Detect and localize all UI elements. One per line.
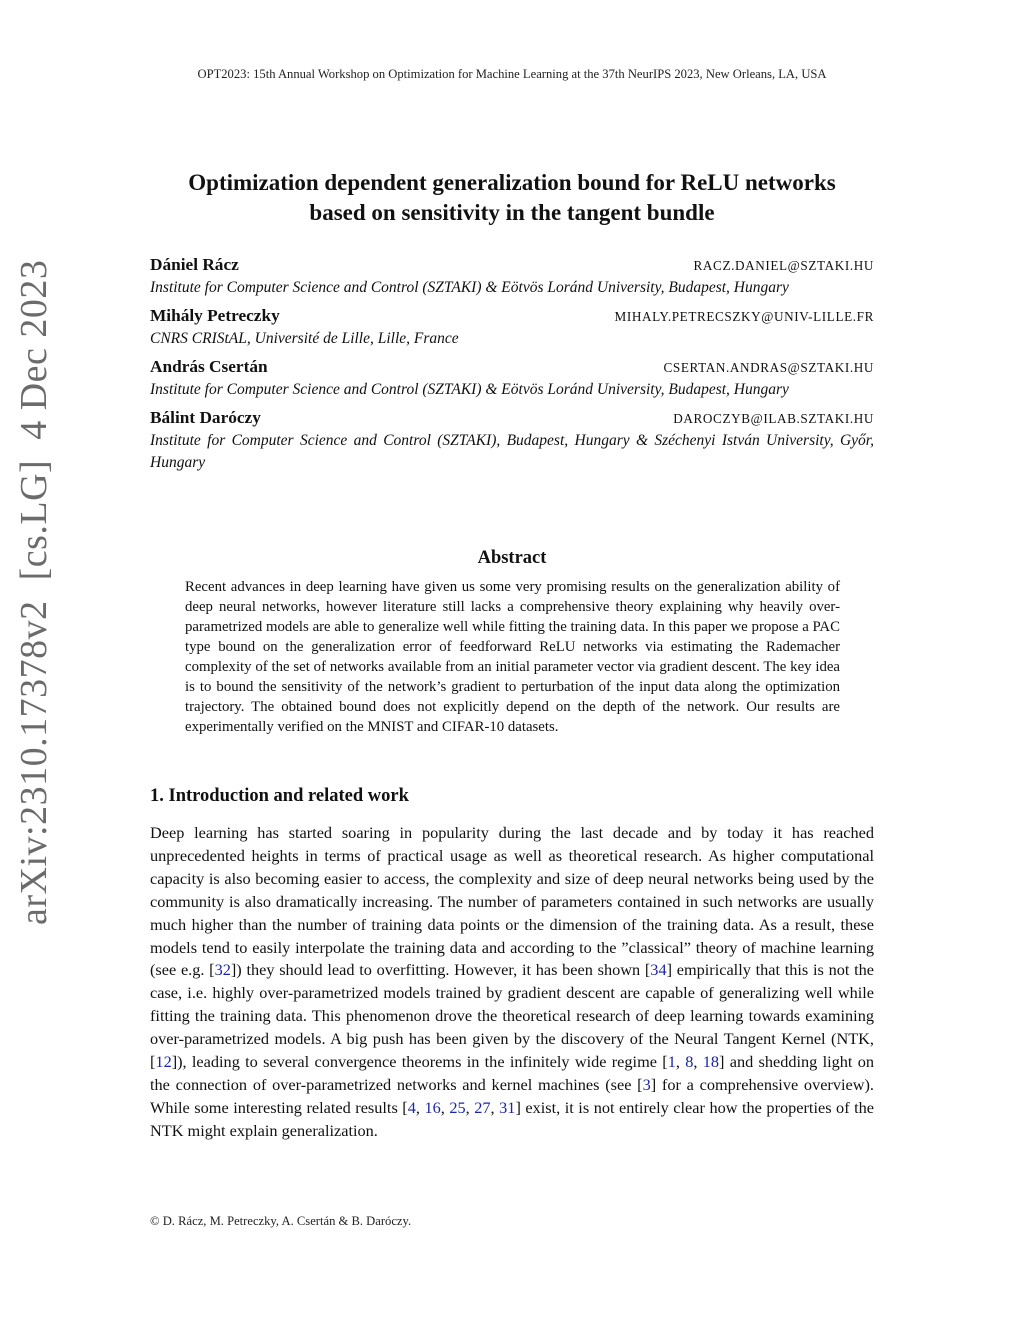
author-block bbox=[150, 357, 874, 401]
citation-link[interactable]: 27 bbox=[474, 1097, 491, 1117]
author-affiliation: Institute for Computer Science and Control (SZTAKI) & Eötvös Loránd University, Budapest, Hungary bbox=[150, 279, 789, 296]
author-affiliation: Institute for Computer Science and Control (SZTAKI), Budapest, Hungary & Széchenyi István University, Győr, Hungary bbox=[150, 432, 874, 471]
author-block bbox=[150, 408, 874, 474]
section-heading-introduction: 1. Introduction and related work bbox=[150, 786, 409, 806]
text-run: ] and shedding light on the connection of over-parametrized networks and kernel machines (see [ bbox=[150, 1052, 875, 1094]
citation-link[interactable]: 1 bbox=[667, 1052, 676, 1072]
citation-link[interactable]: 12 bbox=[155, 1052, 172, 1072]
citation-link[interactable]: 3 bbox=[642, 1074, 651, 1094]
citation-link[interactable]: 4 bbox=[407, 1097, 416, 1117]
copyright-footer: © D. Rácz, M. Petreczky, A. Csertán & B. Daróczy. bbox=[150, 1214, 412, 1228]
text-run: ] exist, it is not entirely clear how the properties of the NTK might explain generalization. bbox=[150, 1097, 875, 1140]
arxiv-category: [cs.LG] bbox=[13, 459, 55, 581]
text-run: Deep learning has started soaring in popularity during the last decade and by today it has reached unprecedented heights in terms of practical usage as well as theoretical research. As higher computational capacity is also becoming easier to access, the complexity and size of deep neural networks being used by the community is also dramatically increasing. The number of parameters contained in such networks are usually much higher than the number of training data points or the dimension of the training data. As a result, these models tend to easily interpolate the training data and according to the ”classical” theory of machine learning (see e.g. [ bbox=[150, 823, 874, 980]
text-run: ] empirically that this is not the case, i.e. highly over-parametrized models trained by gradient descent are capable of generalizing well while fitting the training data. This phenomenon drove the theoretical research of deep learning towards examining over-parametrized models. A big push has been given by the discovery of the Neural Tangent Kernel (NTK, [ bbox=[150, 960, 875, 1072]
author-email[interactable]: RACZ.DANIEL@SZTAKI.HU bbox=[693, 258, 874, 273]
citation-link[interactable]: 8 bbox=[685, 1052, 694, 1072]
text-run: , bbox=[693, 1052, 703, 1072]
abstract-heading: Abstract bbox=[477, 548, 547, 568]
citation-link[interactable]: 31 bbox=[499, 1097, 516, 1117]
text-run: ]) they should lead to overfitting. However, it has been shown [ bbox=[230, 960, 651, 980]
text-run: , bbox=[675, 1052, 686, 1072]
author-affiliation: Institute for Computer Science and Control (SZTAKI) & Eötvös Loránd University, Budapest, Hungary bbox=[150, 381, 789, 398]
author-email[interactable]: MIHALY.PETRECSZKY@UNIV-LILLE.FR bbox=[614, 309, 874, 324]
introduction-paragraph bbox=[150, 822, 874, 1143]
text-run: , bbox=[490, 1097, 500, 1117]
text-run: , bbox=[440, 1097, 450, 1117]
author-name: Dániel Rácz bbox=[150, 255, 239, 274]
paper-title bbox=[150, 168, 874, 228]
author-name: Bálint Daróczy bbox=[150, 408, 261, 427]
author-email[interactable]: CSERTAN.ANDRAS@SZTAKI.HU bbox=[663, 360, 874, 375]
arxiv-stamp bbox=[4, 259, 64, 925]
citation-link[interactable]: 18 bbox=[702, 1052, 719, 1072]
citation-link[interactable]: 25 bbox=[449, 1097, 466, 1117]
running-header: OPT2023: 15th Annual Workshop on Optimization for Machine Learning at the 37th NeurIPS 2023, New Orleans, LA, USA bbox=[197, 67, 827, 81]
citation-link[interactable]: 16 bbox=[424, 1097, 441, 1117]
abstract-text: Recent advances in deep learning have given us some very promising results on the generalization ability of deep neural networks, however literature still lacks a comprehensive theory explaining why heavily over-parametrized models are able to generalize well while fitting the training data. In this paper we propose a PAC type bound on the generalization error of feedforward ReLU networks via estimating the Rademacher complexity of the set of networks available from an initial parameter vector via gradient descent. The key idea is to bound the sensitivity of the network’s gradient to perturbation of the input data along the optimization trajectory. The obtained bound does not explicitly depend on the depth of the network. Our results are experimentally verified on the MNIST and CIFAR-10 datasets. bbox=[185, 579, 840, 735]
arxiv-id: arXiv:2310.17378v2 bbox=[13, 600, 55, 925]
arxiv-date: 4 Dec 2023 bbox=[13, 259, 55, 440]
author-affiliation: CNRS CRIStAL, Université de Lille, Lille, France bbox=[150, 330, 459, 347]
citation-link[interactable]: 34 bbox=[650, 960, 667, 980]
author-block bbox=[150, 306, 874, 350]
author-list bbox=[150, 255, 874, 481]
text-run: , bbox=[415, 1097, 425, 1117]
author-name: Mihály Petreczky bbox=[150, 306, 280, 325]
author-block bbox=[150, 255, 874, 299]
author-name: András Csertán bbox=[150, 357, 268, 376]
title-line-2: based on sensitivity in the tangent bundle bbox=[309, 200, 715, 225]
text-run: ]), leading to several convergence theorems in the infinitely wide regime [ bbox=[171, 1052, 668, 1072]
author-email[interactable]: DAROCZYB@ILAB.SZTAKI.HU bbox=[673, 411, 874, 426]
citation-link[interactable]: 32 bbox=[214, 960, 231, 980]
text-run: ] for a comprehensive overview). While some interesting related results [ bbox=[150, 1074, 874, 1117]
text-run: , bbox=[465, 1097, 475, 1117]
title-line-1: Optimization dependent generalization bound for ReLU networks bbox=[188, 170, 836, 195]
